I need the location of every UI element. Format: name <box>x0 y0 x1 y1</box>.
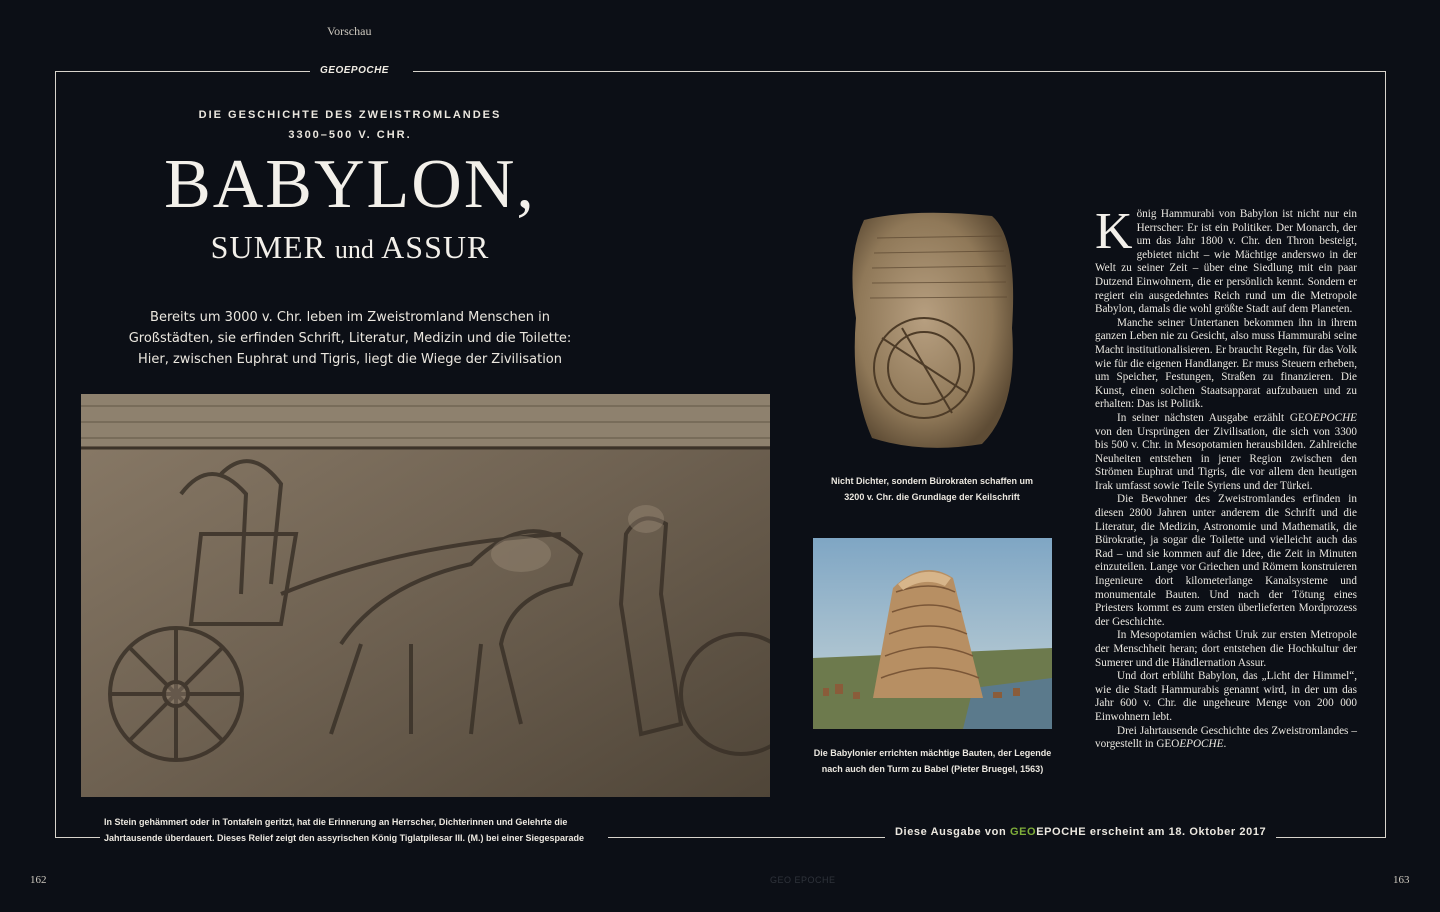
tablet-caption <box>812 473 1052 505</box>
paragraph-5: In Mesopotamien wächst Uruk zur ersten Metropole der Menschheit heran; dort entstehen die Hochkultur der Sumerer und die Händlernation Assur. <box>1095 629 1357 669</box>
intro-line-2: Großstädten, sie erfinden Schrift, Literatur, Medizin und die Toilette: <box>128 331 572 346</box>
page-title: BABYLON, <box>164 146 536 223</box>
frame-top-left <box>55 71 310 72</box>
article-body <box>1095 203 1357 752</box>
release-announcement <box>885 826 1276 838</box>
faint-footer-brand: GEO EPOCHE <box>770 875 836 885</box>
frame-bottom-left <box>55 837 100 838</box>
subtitle-assur: ASSUR <box>381 229 490 265</box>
intro-line-3: Hier, zwischen Euphrat und Tigris, liegt die Wiege der Zivilisation <box>137 352 562 367</box>
relief-caption-line-2: Jahrtausende überdauert. Dieses Relief zeigt den assyrischen König Tiglatpilesar III. (M.) bei einer Siegesparade <box>104 833 584 843</box>
clay-tablet-image <box>842 208 1022 450</box>
paragraph-1-text: önig Hammurabi von Babylon ist nicht nur ein Herrscher: Er ist ein Politiker. Der Monarch, der um das Jahr 1800 v. Chr. den Thron besteigt, gebietet nicht – wie Mächtige anderswo in der Welt zu seiner Zeit – über eine Siedlung mit ein paar Dutzend Einwohnern, die er persönlich kennt. Sondern er regiert ein ausgedehntes Reich rund um die Metropole Babylon, damals die wohl größte Stadt auf dem Planeten. <box>1095 208 1357 316</box>
paragraph-1 <box>1095 203 1357 317</box>
intro-text <box>120 307 580 370</box>
paragraph-3-rest: von den Ursprüngen der Zivilisation, die sich von 3300 bis 500 v. Chr. in Mesopotamien herausbilden. Zahlreiche Neuheiten entstehen in jener Region zwischen den Strömen Euphrat und Tigris, die vor allem den heutigen Irak umfasst sowie Teile Syriens und der Türkei. <box>1095 425 1357 492</box>
brand-label: GEOEPOCHE <box>320 65 389 76</box>
paragraph-3 <box>1095 412 1357 494</box>
frame-top-right <box>413 71 1386 72</box>
tablet-caption-line-2: 3200 v. Chr. die Grundlage der Keilschrift <box>844 492 1020 502</box>
paragraph-6: Und dort erblüht Babylon, das „Licht der Himmel“, wie die Stadt Hammurabis genannt wird, in der um das Jahr 600 v. Chr. die ungeheure Menge von 200 000 Einwohnern lebt. <box>1095 670 1357 723</box>
tower-of-babel-painting <box>813 538 1052 729</box>
page-subtitle <box>150 229 550 266</box>
relief-caption <box>104 814 624 846</box>
drop-cap: K <box>1095 203 1133 260</box>
babel-caption-line-2: nach auch den Turm zu Babel (Pieter Bruegel, 1563) <box>821 764 1044 774</box>
section-label: Vorschau <box>327 24 372 38</box>
relief-caption-line-1: In Stein gehämmert oder in Tontafeln geritzt, hat die Erinnerung an Herrscher, Dichterinnen und Gelehrte die <box>104 817 568 827</box>
paragraph-7-end: . <box>1223 738 1227 751</box>
geo-logo: GEO <box>1009 826 1037 838</box>
intro-line-1: Bereits um 3000 v. Chr. leben im Zweistromland Menschen in <box>150 310 550 325</box>
footer-pre: Diese Ausgabe von <box>895 826 1007 838</box>
paragraph-7-epoche: EPOCHE <box>1179 738 1224 751</box>
footer-epoche: EPOCHE <box>1036 826 1087 838</box>
assyrian-relief-image <box>81 394 770 797</box>
footer-post: erscheint am 18. Oktober 2017 <box>1089 826 1267 838</box>
paragraph-7 <box>1095 725 1357 752</box>
frame-right <box>1385 71 1386 838</box>
kicker-line-2: 3300–500 V. CHR. <box>288 129 412 141</box>
babel-caption-line-1: Die Babylonier errichten mächtige Bauten, der Legende <box>813 748 1052 758</box>
page-number-right: 163 <box>1393 874 1410 886</box>
babel-caption <box>800 745 1065 777</box>
paragraph-7-start: Drei Jahrtausende Geschichte des Zweistromlandes – vorgestellt in GEO <box>1095 724 1357 751</box>
frame-bottom-mid <box>608 837 898 838</box>
kicker-line-1: DIE GESCHICHTE DES ZWEISTROMLANDES <box>198 109 502 121</box>
paragraph-3-start: In seiner nächsten Ausgabe erzählt GEO <box>1117 411 1313 424</box>
subtitle-sumer: SUMER <box>210 229 326 265</box>
frame-left <box>55 71 56 838</box>
page-number-left: 162 <box>30 874 47 886</box>
frame-bottom-right <box>1268 837 1386 838</box>
paragraph-3-epoche: EPOCHE <box>1312 411 1357 424</box>
subtitle-und: und <box>334 235 374 264</box>
paragraph-4: Die Bewohner des Zweistromlandes erfinden in diesen 2800 Jahren unter anderem die Schrift und die Literatur, die Medizin, Astronomie und Mathematik, die Bürokratie, ja sogar die Toilette und vielleicht auch das Rad – und sie kommen auf die Idee, die Zeit in Minuten einzuteilen. Lange vor Griechen und Römern konstruieren Ingenieure dort kilometerlange Kanalsysteme und monumentale Bauten. Und nach der Tötung eines Priesters kommt es zum ersten überlieferten Mordprozess der Geschichte. <box>1095 493 1357 628</box>
tablet-caption-line-1: Nicht Dichter, sondern Bürokraten schaffen um <box>830 476 1034 486</box>
paragraph-2: Manche seiner Untertanen bekommen ihn in ihrem ganzen Leben nie zu Gesicht, also muss Hammurabi seine Macht institutionalisieren. Er braucht Regeln, für das Volk wie für die eigenen Handlanger. Er muss Steuern erheben, um Speicher, Festungen, Straßen zu finanzieren. Die Kunst, einen solchen Staatsapparat aufzubauen und zu erhalten: Das ist Politik. <box>1095 316 1357 411</box>
